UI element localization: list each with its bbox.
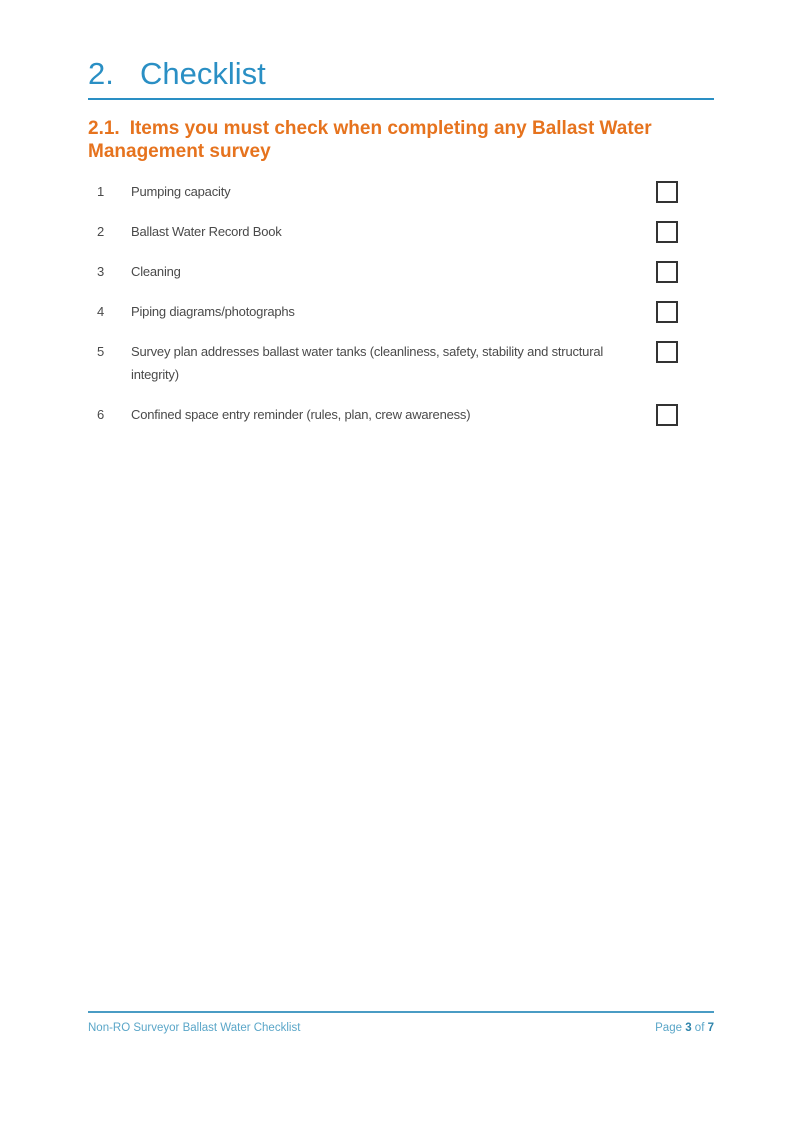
- document-title-text: Checklist: [140, 56, 266, 91]
- checkbox[interactable]: [656, 261, 678, 283]
- item-number: 2: [97, 224, 105, 239]
- checkbox[interactable]: [656, 181, 678, 203]
- checklist-row: [88, 220, 714, 243]
- item-number: 3: [97, 264, 105, 279]
- section-heading-text: Items you must check when completing any Ballast Water Management survey: [88, 118, 652, 162]
- checklist-row: [88, 340, 714, 386]
- item-number: 6: [97, 407, 105, 422]
- item-label: Pumping capacity: [131, 184, 231, 199]
- of-word: of: [691, 1022, 708, 1034]
- checklist-row: [88, 260, 714, 283]
- checklist-row: [88, 180, 714, 203]
- checkbox[interactable]: [656, 301, 678, 323]
- checkbox[interactable]: [656, 221, 678, 243]
- section-heading: [88, 117, 670, 163]
- item-number: 5: [97, 344, 105, 359]
- page-footer: [88, 1011, 714, 1034]
- checklist: [88, 180, 714, 426]
- page-indicator: [655, 1022, 714, 1034]
- document-title-number: 2.: [88, 56, 114, 91]
- checklist-row: [88, 300, 714, 323]
- item-label: Cleaning: [131, 264, 181, 279]
- page-word: Page: [655, 1022, 686, 1034]
- checkbox[interactable]: [656, 341, 678, 363]
- current-page-number: 3: [685, 1022, 692, 1034]
- checklist-row: [88, 403, 714, 426]
- item-label: Ballast Water Record Book: [131, 224, 282, 239]
- page-content: [88, 0, 714, 443]
- item-label: Confined space entry reminder (rules, plan, crew awareness): [131, 407, 471, 422]
- footer-document-name: Non-RO Surveyor Ballast Water Checklist: [88, 1022, 301, 1034]
- section-heading-number: 2.1.: [88, 118, 120, 139]
- total-page-number: 7: [707, 1022, 714, 1034]
- item-number: 4: [97, 304, 105, 319]
- item-label: Survey plan addresses ballast water tanks (cleanliness, safety, stability and structural integrity): [131, 344, 604, 382]
- item-label: Piping diagrams/photographs: [131, 304, 295, 319]
- checkbox[interactable]: [656, 404, 678, 426]
- document-title: [88, 0, 714, 100]
- item-number: 1: [97, 184, 105, 199]
